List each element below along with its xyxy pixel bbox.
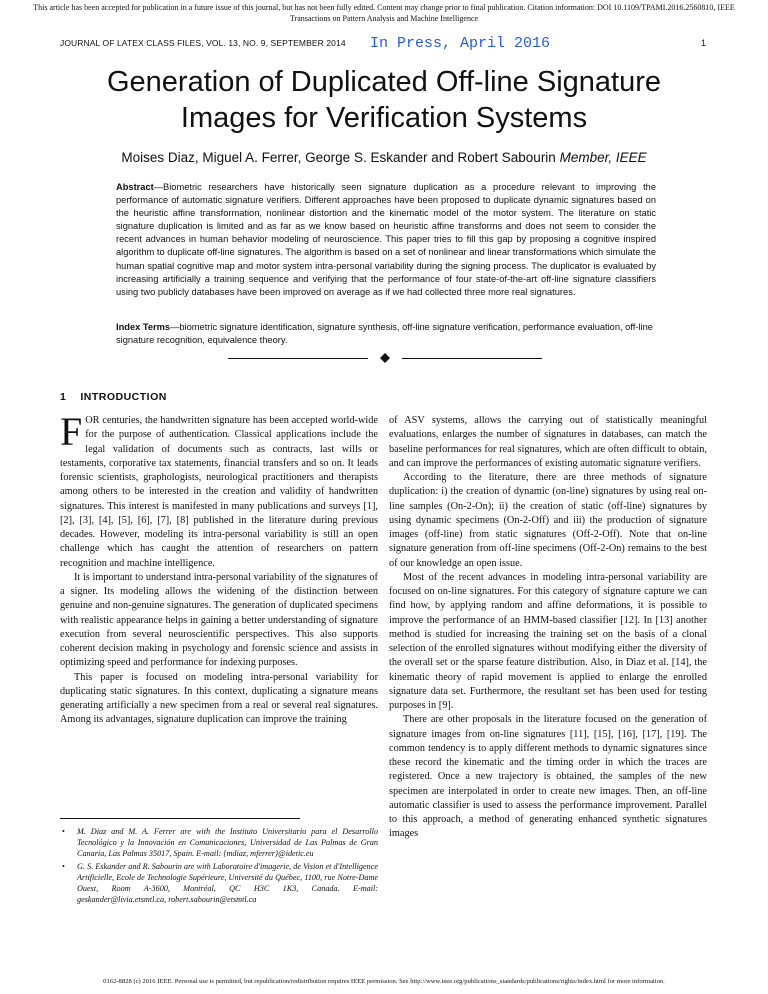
footnotes xyxy=(60,826,378,906)
paragraph: There are other proposals in the literature focused on the generation of signature images from on-line signatures [11], [15], [16], [17], [19]. The common tendency is to apply different methods to dynamic signatures since these record the kinematic and the timing order in which the traces are registered. Once a new trajectory is obtained, the samples of the new specimen are interpolated in order to create new images. Then, an off-line automatic classifier is used to assess the performance improvement. Parallel to this approach, a method of generating enhanced synthetic signatures images xyxy=(389,714,707,840)
acceptance-notice-line1: This article has been accepted for publication in a future issue of this journal, but has not been fully edited. Content may change prior to final publication. Citation information: DOI 10.1109/TPAMI.2016.2560810, IEEE xyxy=(33,3,735,12)
first-word: OR xyxy=(85,415,100,426)
paragraph xyxy=(60,409,378,571)
paragraph: It is important to understand intra-personal variability of the signatures of a signer. Its modeling allows the widening of the distinction between genuine and non-genuine signatures. The generation of duplicated specimens with realistic appearance helps in gaining a better understanding of signature execution from several neuroscientific perspectives. This also supports coherent decision making in psychology and forensic science and assists in optimizing speed and performance for indexing purposes. xyxy=(60,571,378,669)
acceptance-notice xyxy=(0,2,768,24)
abstract xyxy=(116,181,656,299)
footnote-rule xyxy=(60,818,300,819)
footnote xyxy=(60,826,378,860)
paragraph: This paper is focused on modeling intra-personal variability for duplicating static signatures. In this context, duplicating a signature means generating artificially a new specimen from a real or several real signatures. Among its advantages, signature duplication can improve the training xyxy=(60,671,378,726)
index-terms-label: Index Terms xyxy=(116,322,171,332)
diamond-icon xyxy=(380,353,390,363)
paragraph-text: centuries, the handwritten signature has been accepted world-wide for the purpose of authentication. Classical applications include the legal validation of documents such as contracts, last wills or testaments, corporative tax statements, financial transfers and so on. It leads forensic scientists, graphologists, neurological practitioners and therapists among others to be interested in the creation and validity of handwritten signatures. This interest is manifested in many publications and surveys [1], [2], [3], [4], [5], [6], [7], [8] published in the literature during previous decades. However, modeling its intra-personal variability is still an open challenge which has caught the attention of researchers on pattern recognition and machine intelligence. xyxy=(60,415,378,569)
author-names: Moises Diaz, Miguel A. Ferrer, George S. Eskander and Robert Sabourin xyxy=(121,150,556,165)
author-membership: Member, IEEE xyxy=(559,150,647,165)
footnote-text: G. S. Eskander and R. Sabourin are with Laboratoire d'imagerie, de Vision et d'Intelligence Artificielle, Ecole de Technologie Supérieure, Université du Québec, 1100, rue Notre-Dame Ouest, Room A-3600, Montréal, QC H3C 1K3, Canada. E-mail: geskander@livia.etsmtl.ca, robert.sabourin@etsmtl.ca xyxy=(77,861,378,905)
paper-title xyxy=(40,64,728,136)
in-press-stamp: In Press, April 2016 xyxy=(370,35,551,52)
footnote xyxy=(60,861,378,906)
journal-header: JOURNAL OF LATEX CLASS FILES, VOL. 13, NO. 9, SEPTEMBER 2014 xyxy=(60,38,346,48)
paper-title-line1: Generation of Duplicated Off-line Signature xyxy=(106,66,662,98)
page-number: 1 xyxy=(700,38,706,48)
section-divider xyxy=(228,353,542,363)
copyright-notice: 0162-8828 (c) 2016 IEEE. Personal use is permitted, but republication/redistribution requires IEEE permission. See http://www.ieee.org/publications_standards/publications/rights/index.html for more information. xyxy=(103,978,665,985)
bullet-icon: • xyxy=(62,827,65,836)
section-heading xyxy=(60,391,167,403)
divider-line-left xyxy=(228,358,368,359)
index-terms-text: —biometric signature identification, signature synthesis, off-line signature verification, performance evaluation, off-line signature recognition, equivalence theory. xyxy=(116,322,653,346)
section-number: 1 xyxy=(60,391,67,403)
paragraph: of ASV systems, allows the carrying out of statistically meaningful evaluations, enlarges the number of signatures in databases, can match the baseline performances for real signatures, which are often difficult to obtain, and can improve the performances of existing automatic signature verifiers. xyxy=(389,415,707,469)
footnote-text: M. Diaz and M. A. Ferrer are with the Instituto Universitario para el Desarrollo Tecnológico y la Innovación en Comunicaciones, Universidad de Las Palmas de Gran Canaria, Las Palmas 35017, Spain. E-mail: {mdiaz, mferrer}@idetic.eu xyxy=(77,827,378,859)
section-title: INTRODUCTION xyxy=(80,391,167,403)
paragraph: Most of the recent advances in modeling intra-personal variability are focused on on-line signatures. For this category of signature capture we can find how, by applying random and affine deformations, it is possible to improve the performance of an HMM-based classifier [12]. In [13] another method is studied for increasing the training set on the basis of a clonal selection of the enrolled signatures without modifying either the diversity of the overall set or the sparse feature distribution. Also, in Diaz et al. [14], the kinematic theory of rapid movement is applied to enlarge the enrolled signature data set. Furthermore, the resultant set has been used for testing purposes in [9]. xyxy=(389,571,707,711)
drop-cap: F xyxy=(60,409,83,454)
acceptance-notice-line2: Transactions on Pattern Analysis and Machine Intelligence xyxy=(289,14,479,23)
right-column xyxy=(389,414,707,842)
divider-line-right xyxy=(402,358,542,359)
abstract-label: Abstract xyxy=(116,182,154,192)
paragraph: According to the literature, there are three methods of signature duplication: i) the creation of dynamic (on-line) signatures by using real on-line samples (On-2-On); ii) the creation of static (off-line) signatures by using dynamic specimens (On-2-Off) and iii) the production of signature images (off-line) from static signatures (Off-2-Off). Note that on-line signature generation from off-line specimens (Off-2-On) remains to the best of our knowledge an open issue. xyxy=(389,472,707,569)
paper-title-line2: Images for Verification Systems xyxy=(180,102,588,134)
author-list xyxy=(40,150,728,165)
abstract-text: —Biometric researchers have historically seen signature duplication as a procedure relevant to improving the performance of automatic signature verifiers. Different approaches have been proposed to duplicate dynamic signatures based on the heuristic affine transformation, nonlinear distortion and the kinematic model of the motor system. The literature on static signature duplication is limited and as far as we know based on heuristic affine transforms and does not seem to consider the recent advances in human behavior modeling of neuroscience. This paper tries to fill this gap by proposing a cognitive inspired algorithm to duplicate off-line signatures. The algorithm is based on a set of nonlinear and linear transformations which simulate the human spatial cognitive map and motor system intra-personal variability during the signing process. The duplicator is evaluated by increasing artificially a training sequence and verifying that the performance of four state-of-the-art off-line signature classifiers using two publicly databases have been improved on average as if we had collected three more real signatures. xyxy=(116,182,656,297)
left-column xyxy=(60,409,378,728)
index-terms xyxy=(116,321,656,347)
bullet-icon: • xyxy=(62,861,65,871)
